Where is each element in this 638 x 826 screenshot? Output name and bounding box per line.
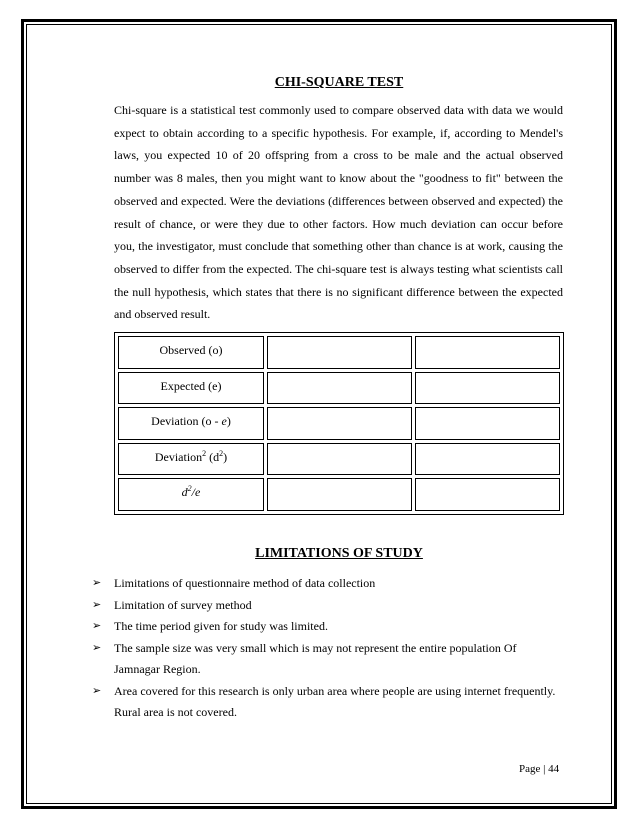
deviation-squared-label: Deviation$^2$ $(d^2)$ (118, 443, 264, 476)
arrow-bullet-icon: ➢ (92, 684, 102, 697)
table-cell (267, 407, 412, 440)
table-row (118, 478, 560, 511)
limitations-list (92, 573, 562, 724)
table-cell (415, 407, 560, 440)
list-item: ➢ Area covered for this research is only urban area where people are using internet frequently. Rural area is not covered. (92, 681, 562, 724)
list-item: ➢ Limitation of survey method (92, 595, 562, 617)
arrow-bullet-icon: ➢ (92, 641, 102, 654)
table-cell (415, 443, 560, 476)
chi-square-heading: CHI-SQUARE TEST (274, 75, 404, 90)
list-item: ➢ Limitations of questionnaire method of data collection (92, 573, 562, 595)
arrow-bullet-icon: ➢ (92, 620, 102, 632)
table-cell (267, 336, 412, 369)
table-cell (415, 478, 560, 511)
arrow-bullet-icon: ➢ (92, 577, 102, 589)
table-cell (415, 336, 560, 369)
table-row (118, 443, 560, 476)
table-row (118, 407, 560, 440)
observed-label: Observed (o) (118, 336, 264, 369)
table-row (118, 336, 560, 369)
list-item: ➢ The time period given for study was limited. (92, 616, 562, 638)
chi-square-table (114, 332, 564, 515)
table-row (118, 372, 560, 405)
chi-square-paragraph: Chi-square is a statistical test commonly used to compare observed data with data we would expect to obtain according to a specific hypothesis. For example, if, according to Mendel's laws, you expected 10 of 20 offspring from a cross to be male and the actual observed number was 8 males, then you might want to know about the "goodness to fit" between the observed and expected. Were the deviations (differences between observed and expected) the result of chance, or were they due to other factors. How much deviation can occur before you, the investigator, must conclude that something other than chance is at work, causing the observed to differ from the expected. The chi-square test is always testing what scientists call the null hypothesis, which states that there is no significant difference between the expected and observed result. (114, 103, 563, 322)
arrow-bullet-icon: ➢ (92, 598, 102, 611)
table-cell (267, 443, 412, 476)
deviation-label: Deviation (o - e) (118, 407, 264, 440)
table-cell (415, 372, 560, 405)
page-number: Page | 44 (519, 763, 560, 775)
expected-label: Expected (e) (118, 372, 264, 405)
ratio-label: $d^2/e$ (118, 478, 264, 511)
table-cell (267, 372, 412, 405)
table-cell (267, 478, 412, 511)
limitations-heading: LIMITATIONS OF STUDY (255, 546, 423, 561)
list-item: ➢ The sample size was very small which is may not represent the entire population Of Jamnagar Region. (92, 638, 562, 681)
